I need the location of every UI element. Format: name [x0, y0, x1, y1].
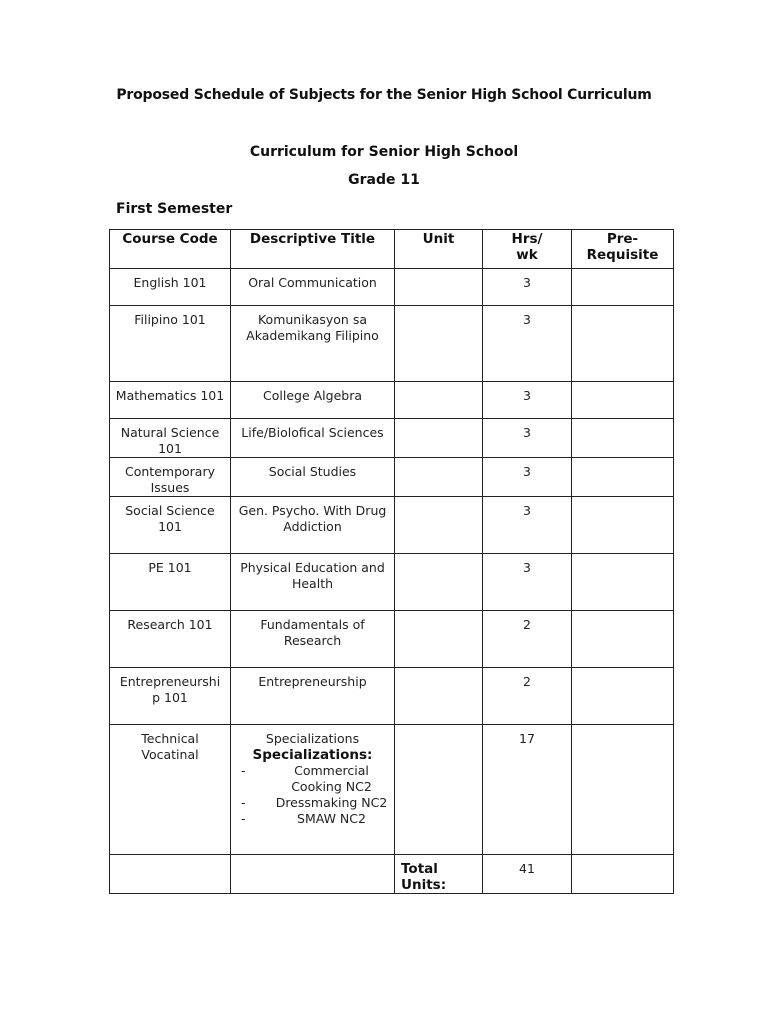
descriptive-title-cell: Physical Education and Health: [231, 554, 395, 611]
hrs-cell: 2: [483, 611, 572, 668]
unit-cell: [395, 306, 483, 382]
unit-cell: [395, 668, 483, 725]
document-title: Proposed Schedule of Subjects for the Senior High School Curriculum: [116, 87, 652, 103]
prereq-cell: [572, 855, 674, 894]
prereq-cell: [572, 419, 674, 458]
descriptive-title-cell: Social Studies: [231, 458, 395, 497]
header-hrs-wk: Hrs/ wk: [483, 230, 572, 269]
table-row: [110, 269, 674, 306]
unit-cell: [395, 382, 483, 419]
table-row: [110, 419, 674, 458]
total-row: [110, 855, 674, 894]
table-row: [110, 497, 674, 554]
hrs-cell: 3: [483, 419, 572, 458]
hrs-cell: 2: [483, 668, 572, 725]
hrs-cell: 3: [483, 497, 572, 554]
prereq-cell: [572, 668, 674, 725]
descriptive-title-cell: Life/Biolofical Sciences: [231, 419, 395, 458]
table-row: [110, 554, 674, 611]
descriptive-title-cell: [231, 725, 395, 855]
unit-cell: [395, 725, 483, 855]
prereq-cell: [572, 611, 674, 668]
prereq-cell: [572, 306, 674, 382]
total-hrs-cell: 41: [483, 855, 572, 894]
course-code-cell: Social Science 101: [110, 497, 231, 554]
curriculum-subtitle: Curriculum for Senior High School: [249, 144, 519, 160]
specializations-list: [235, 763, 390, 827]
header-unit: Unit: [395, 230, 483, 269]
table-row: [110, 306, 674, 382]
hrs-cell: 17: [483, 725, 572, 855]
prereq-cell: [572, 554, 674, 611]
descriptive-title-cell: Komunikasyon sa Akademikang Filipino: [231, 306, 395, 382]
hrs-cell: 3: [483, 554, 572, 611]
hrs-cell: 3: [483, 306, 572, 382]
specializations-title: Specializations: [265, 731, 360, 746]
hrs-cell: 3: [483, 382, 572, 419]
specializations-heading: Specializations:: [252, 747, 373, 763]
table-header-row: [110, 230, 674, 269]
unit-cell: [395, 419, 483, 458]
course-code-cell: Natural Science 101: [110, 419, 231, 458]
prereq-cell: [572, 458, 674, 497]
descriptive-title-cell: Oral Communication: [231, 269, 395, 306]
unit-cell: [395, 497, 483, 554]
course-code-cell: Research 101: [110, 611, 231, 668]
semester-heading: First Semester: [116, 201, 233, 217]
course-code-cell: Entrepreneurshi p 101: [110, 668, 231, 725]
header-descriptive-title: Descriptive Title: [231, 230, 395, 269]
hrs-cell: 3: [483, 269, 572, 306]
grade-heading: Grade 11: [348, 172, 420, 188]
descriptive-title-cell: College Algebra: [231, 382, 395, 419]
table-row: [110, 668, 674, 725]
course-code-cell: [110, 855, 231, 894]
prereq-cell: [572, 382, 674, 419]
list-item: - Dressmaking NC2: [241, 795, 388, 810]
prereq-cell: [572, 497, 674, 554]
table-row: [110, 725, 674, 855]
course-code-cell: Technical Vocatinal: [110, 725, 231, 855]
total-units-label: Total Units:: [395, 855, 483, 894]
table-row: [110, 458, 674, 497]
course-code-cell: Filipino 101: [110, 306, 231, 382]
descriptive-title-cell: Fundamentals of Research: [231, 611, 395, 668]
descriptive-title-cell: Gen. Psycho. With Drug Addiction: [231, 497, 395, 554]
list-item: - Commercial Cooking NC2: [241, 763, 372, 794]
descriptive-title-cell: Entrepreneurship: [231, 668, 395, 725]
unit-cell: [395, 269, 483, 306]
curriculum-table: [109, 229, 674, 894]
header-course-code: Course Code: [110, 230, 231, 269]
table-row: [110, 611, 674, 668]
unit-cell: [395, 554, 483, 611]
header-prerequisite: Pre- Requisite: [572, 230, 674, 269]
prereq-cell: [572, 269, 674, 306]
course-code-cell: Mathematics 101: [110, 382, 231, 419]
descriptive-title-cell: [231, 855, 395, 894]
course-code-cell: Contemporary Issues: [110, 458, 231, 497]
course-code-cell: English 101: [110, 269, 231, 306]
prereq-cell: [572, 725, 674, 855]
unit-cell: [395, 611, 483, 668]
course-code-cell: PE 101: [110, 554, 231, 611]
table-row: [110, 382, 674, 419]
unit-cell: [395, 458, 483, 497]
list-item: - SMAW NC2: [241, 811, 366, 826]
hrs-cell: 3: [483, 458, 572, 497]
